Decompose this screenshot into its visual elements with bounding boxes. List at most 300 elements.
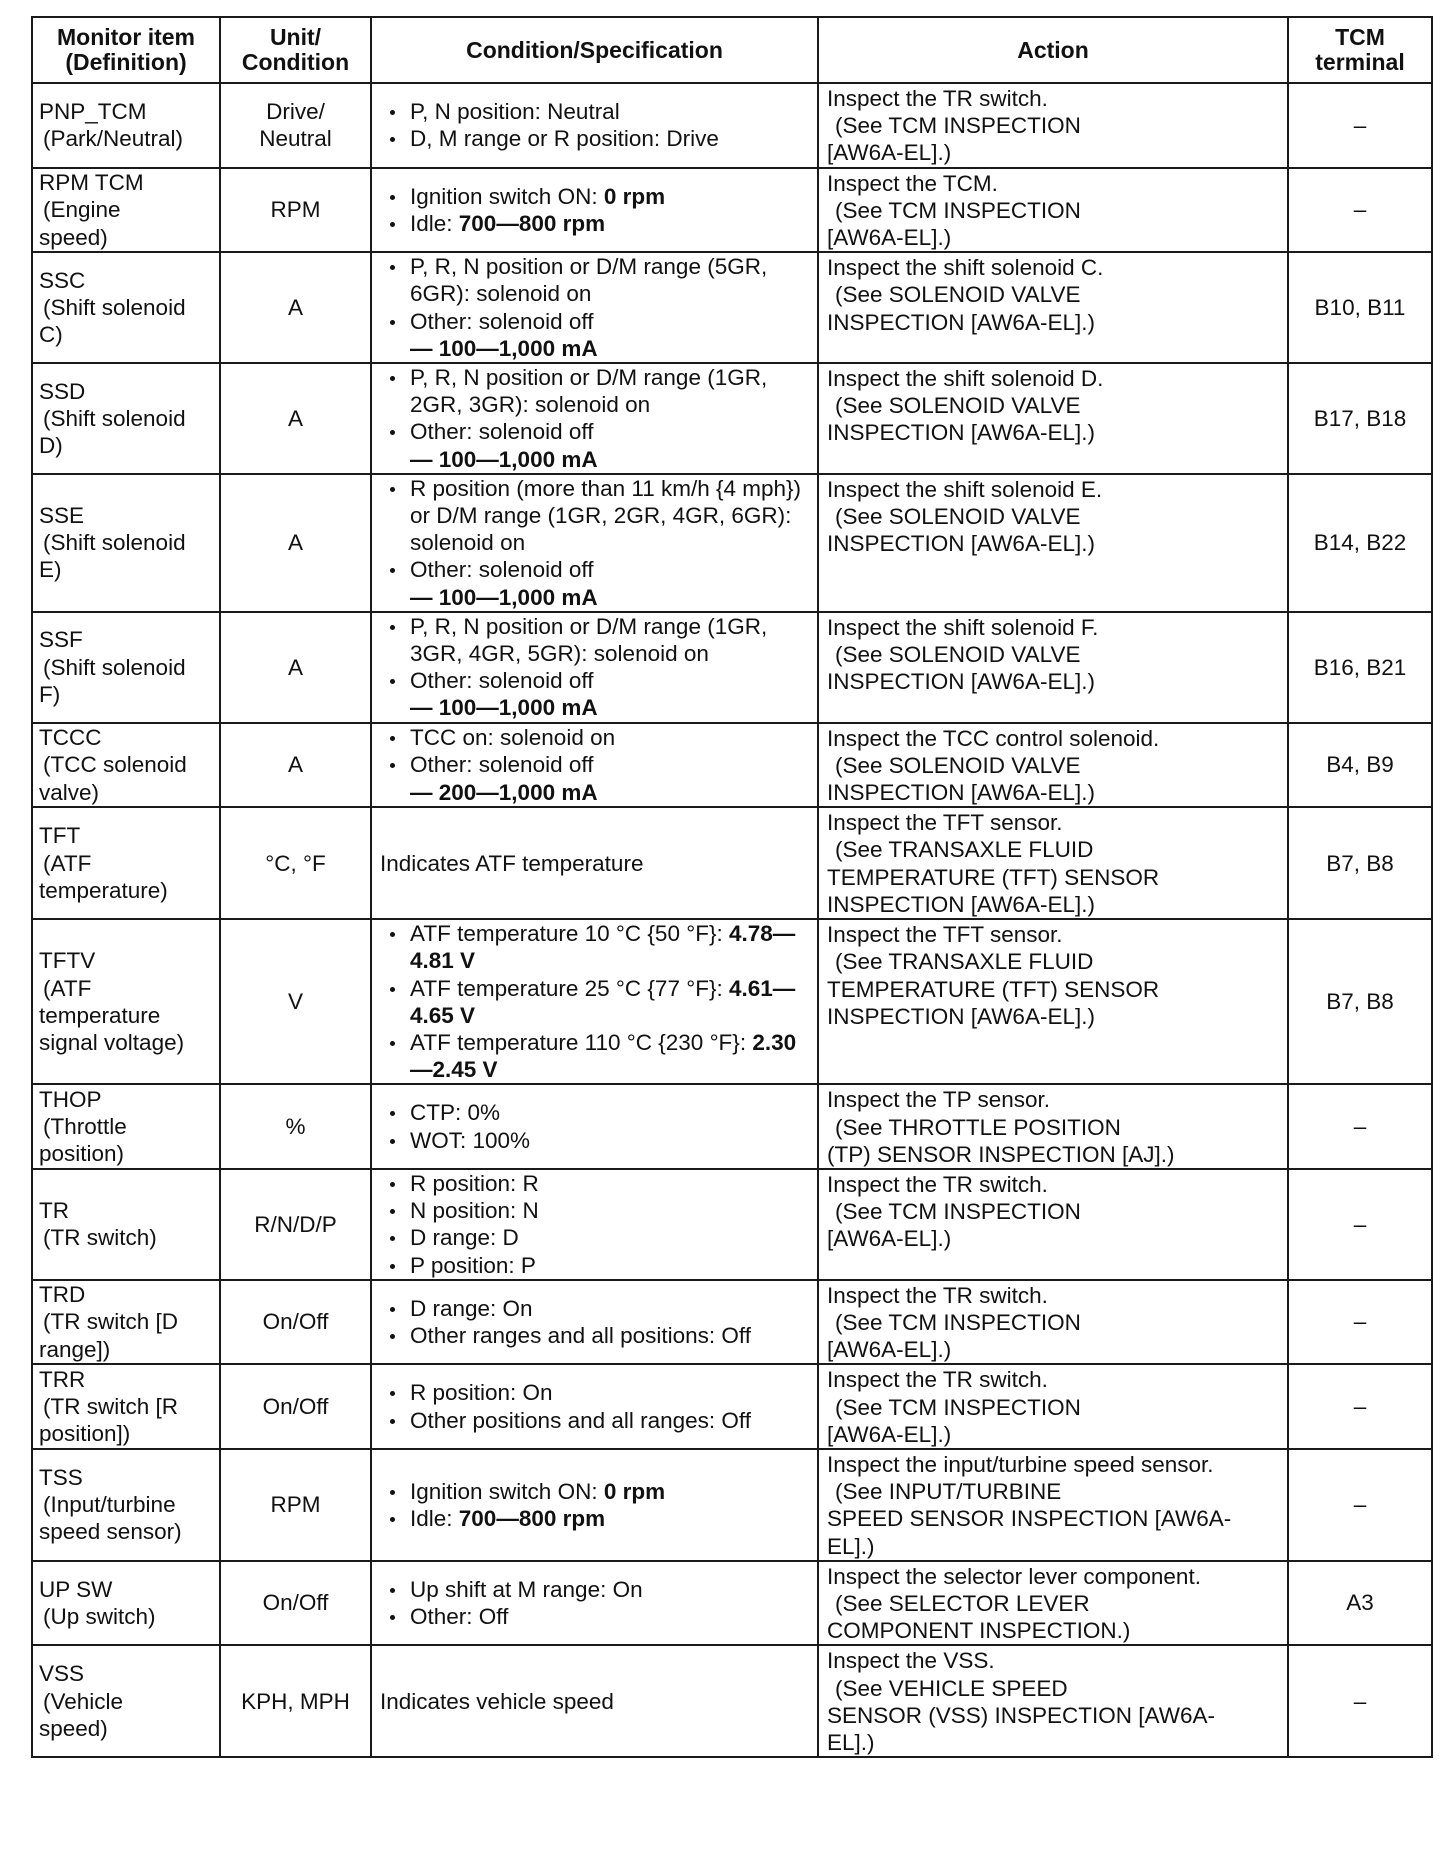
- cell-monitor-item: [32, 363, 220, 474]
- condition-bullet-text: Other positions and all ranges: Off: [410, 1407, 752, 1433]
- monitor-item-definition: (TR switch [D: [43, 1309, 178, 1335]
- condition-list: [380, 98, 811, 152]
- action-line: (See SOLENOID VALVE: [835, 504, 1081, 530]
- monitor-item-definition: speed sensor): [39, 1519, 182, 1545]
- condition-bullet-text: Other: solenoid off: [410, 308, 594, 334]
- monitor-item-definition: (Shift solenoid: [43, 654, 186, 680]
- monitor-item-name: SSC: [39, 267, 86, 293]
- condition-bullet-value: 0 rpm: [603, 183, 666, 209]
- action-line: Inspect the TR switch.: [827, 1171, 1048, 1197]
- condition-bullet-text: R position: On: [410, 1380, 553, 1406]
- action-line: (See SOLENOID VALVE: [835, 282, 1081, 308]
- condition-bullet: [380, 1322, 811, 1349]
- cell-action: [818, 83, 1288, 168]
- cell-condition-specification: [371, 1169, 818, 1280]
- monitor-item-definition: E): [39, 557, 62, 583]
- condition-bullet-text: Ignition switch ON:: [410, 183, 604, 209]
- action-line: INSPECTION [AW6A-EL].): [827, 309, 1095, 335]
- table-row: [32, 1561, 1432, 1646]
- action-line: (See THROTTLE POSITION: [835, 1114, 1121, 1140]
- condition-bullet-text: Other: solenoid off: [410, 419, 594, 445]
- monitor-item-name: UP SW: [39, 1576, 113, 1602]
- table-row: [32, 1169, 1432, 1280]
- cell-unit-condition: [220, 1645, 371, 1757]
- condition-bullet: [380, 1252, 811, 1279]
- condition-bullet-value: 4.61—4.65 V: [410, 975, 796, 1028]
- cell-unit-condition: [220, 919, 371, 1084]
- cell-monitor-item: [32, 1280, 220, 1365]
- condition-bullet-text: Ignition switch ON:: [410, 1478, 604, 1504]
- cell-action: [818, 919, 1288, 1084]
- cell-action: [818, 363, 1288, 474]
- monitor-item-definition: (Throttle: [43, 1114, 127, 1140]
- monitor-item-name: SSD: [39, 378, 86, 404]
- cell-unit-condition: [220, 1169, 371, 1280]
- condition-list: [380, 475, 811, 584]
- condition-list: [380, 1099, 811, 1153]
- cell-condition-specification: [371, 252, 818, 363]
- condition-list: [380, 1379, 811, 1433]
- cell-condition-specification: [371, 474, 818, 612]
- cell-unit-condition: [220, 252, 371, 363]
- condition-bullet-text: D, M range or R position: Drive: [410, 126, 719, 152]
- table-row: [32, 83, 1432, 168]
- action-line: (See SOLENOID VALVE: [835, 752, 1081, 778]
- monitor-item-name: TSS: [39, 1465, 83, 1491]
- action-line: (See TCM INSPECTION: [835, 1309, 1081, 1335]
- action-line: INSPECTION [AW6A-EL].): [827, 1003, 1095, 1029]
- monitor-item-definition: (Shift solenoid: [43, 405, 186, 431]
- action-line: (See SELECTOR LEVER: [835, 1590, 1090, 1616]
- table-row: [32, 1084, 1432, 1169]
- cell-tcm-terminal: –: [1288, 1169, 1432, 1280]
- monitor-item-name: PNP_TCM: [39, 99, 147, 125]
- condition-bullet: [380, 556, 811, 583]
- cell-action: [818, 474, 1288, 612]
- action-line: INSPECTION [AW6A-EL].): [827, 891, 1095, 917]
- monitor-item-table: [31, 16, 1433, 1758]
- cell-monitor-item: [32, 807, 220, 919]
- cell-condition-specification: [371, 1084, 818, 1169]
- condition-list: [380, 183, 811, 237]
- monitor-item-name: TRR: [39, 1366, 86, 1392]
- cell-condition-specification: [371, 1364, 818, 1449]
- cell-condition-specification: [371, 723, 818, 808]
- cell-tcm-terminal: –: [1288, 1645, 1432, 1757]
- cell-condition-specification: [371, 1449, 818, 1561]
- specification-value: — 100—1,000 mA: [410, 584, 598, 610]
- cell-condition-specification: [371, 919, 818, 1084]
- unit-text: RPM: [270, 1492, 321, 1518]
- monitor-item-definition: (Input/turbine: [43, 1492, 176, 1518]
- action-line: (See TCM INSPECTION: [835, 197, 1081, 223]
- condition-bullet: [380, 98, 811, 125]
- action-line: [AW6A-EL].): [827, 225, 952, 251]
- condition-bullet: [380, 364, 811, 418]
- table-row: [32, 252, 1432, 363]
- action-line: Inspect the shift solenoid F.: [827, 614, 1099, 640]
- action-line: Inspect the TFT sensor.: [827, 922, 1063, 948]
- table-row: [32, 168, 1432, 253]
- cell-monitor-item: [32, 1084, 220, 1169]
- condition-bullet: [380, 920, 811, 974]
- condition-bullet-text: Idle:: [410, 1505, 459, 1531]
- table-row: [32, 919, 1432, 1084]
- table-row: [32, 1364, 1432, 1449]
- condition-list: [380, 1576, 811, 1630]
- action-line: Inspect the selector lever component.: [827, 1563, 1201, 1589]
- action-line: Inspect the TFT sensor.: [827, 810, 1063, 836]
- table-row: [32, 723, 1432, 808]
- monitor-item-document: [31, 16, 1431, 1758]
- table-row: [32, 363, 1432, 474]
- condition-bullet-text: ATF temperature 110 °C {230 °F}:: [410, 1029, 753, 1055]
- unit-text: %: [285, 1114, 306, 1140]
- cell-unit-condition: [220, 807, 371, 919]
- condition-list: [380, 613, 811, 695]
- table-row: [32, 474, 1432, 612]
- cell-unit-condition: [220, 1280, 371, 1365]
- monitor-item-name: VSS: [39, 1661, 85, 1687]
- condition-bullet: [380, 724, 811, 751]
- action-line: (See INPUT/TURBINE: [835, 1479, 1062, 1505]
- action-line: Inspect the TR switch.: [827, 86, 1048, 111]
- action-line: Inspect the input/turbine speed sensor.: [827, 1451, 1214, 1477]
- condition-bullet-text: P, R, N position or D/M range (1GR, 2GR, 3GR): solenoid on: [410, 365, 768, 418]
- condition-bullet-text: TCC on: solenoid on: [410, 725, 616, 751]
- unit-text: Neutral: [259, 126, 332, 152]
- action-line: SENSOR (VSS) INSPECTION [AW6A-: [827, 1702, 1215, 1728]
- header-row: [32, 17, 1432, 83]
- monitor-item-definition: (Shift solenoid: [43, 295, 186, 321]
- header-monitor-item: Monitor item (Definition): [32, 17, 220, 83]
- cell-monitor-item: [32, 474, 220, 612]
- condition-bullet: [380, 1407, 811, 1434]
- cell-action: [818, 168, 1288, 253]
- condition-bullet: [380, 253, 811, 307]
- condition-text: Indicates ATF temperature: [380, 850, 644, 876]
- cell-unit-condition: [220, 83, 371, 168]
- monitor-item-definition: (ATF: [43, 850, 92, 876]
- action-line: [AW6A-EL].): [827, 1337, 952, 1363]
- condition-list: [380, 364, 811, 446]
- cell-tcm-terminal: –: [1288, 83, 1432, 168]
- condition-bullet-text: R position: R: [410, 1170, 539, 1196]
- cell-action: [818, 1364, 1288, 1449]
- action-line: EL].): [827, 1533, 875, 1559]
- action-line: INSPECTION [AW6A-EL].): [827, 780, 1095, 806]
- condition-list: [380, 724, 811, 778]
- cell-monitor-item: [32, 1169, 220, 1280]
- condition-bullet: [380, 1505, 811, 1532]
- condition-bullet-value: 0 rpm: [603, 1478, 666, 1504]
- action-line: [AW6A-EL].): [827, 1226, 952, 1252]
- cell-tcm-terminal: B7, B8: [1288, 919, 1432, 1084]
- monitor-item-name: RPM TCM: [39, 170, 144, 196]
- monitor-item-definition: speed): [39, 224, 108, 250]
- action-line: (See TRANSAXLE FLUID: [835, 949, 1094, 975]
- monitor-item-definition: position]): [39, 1421, 131, 1447]
- cell-tcm-terminal: B4, B9: [1288, 723, 1432, 808]
- condition-bullet-text: Other: solenoid off: [410, 557, 594, 583]
- action-line: Inspect the TR switch.: [827, 1367, 1048, 1393]
- condition-bullet-text: Other: solenoid off: [410, 668, 594, 694]
- cell-unit-condition: [220, 612, 371, 723]
- action-line: INSPECTION [AW6A-EL].): [827, 669, 1095, 695]
- condition-bullet-value: 4.78—4.81 V: [410, 921, 796, 974]
- condition-bullet-value: 700—800 rpm: [458, 210, 606, 236]
- condition-bullet-text: Other: solenoid off: [410, 752, 594, 778]
- condition-bullet: [380, 308, 811, 335]
- monitor-item-definition: temperature): [39, 877, 168, 903]
- cell-tcm-terminal: –: [1288, 1364, 1432, 1449]
- condition-bullet-text: Up shift at M range: On: [410, 1576, 643, 1602]
- condition-list: [380, 1170, 811, 1279]
- cell-tcm-terminal: B7, B8: [1288, 807, 1432, 919]
- cell-condition-specification: [371, 168, 818, 253]
- action-line: Inspect the shift solenoid C.: [827, 255, 1104, 281]
- monitor-item-definition: (TR switch): [43, 1225, 157, 1251]
- condition-bullet: [380, 1295, 811, 1322]
- cell-unit-condition: [220, 723, 371, 808]
- condition-bullet-text: P, R, N position or D/M range (5GR, 6GR): solenoid on: [410, 254, 768, 307]
- monitor-item-name: TFT: [39, 823, 81, 849]
- cell-monitor-item: [32, 612, 220, 723]
- cell-action: [818, 1280, 1288, 1365]
- condition-bullet: [380, 125, 811, 152]
- monitor-item-name: TRD: [39, 1282, 86, 1308]
- condition-bullet: [380, 1170, 811, 1197]
- specification-value: — 100—1,000 mA: [410, 446, 598, 472]
- unit-text: A: [287, 295, 303, 321]
- cell-action: [818, 252, 1288, 363]
- cell-action: [818, 807, 1288, 919]
- cell-condition-specification: [371, 1280, 818, 1365]
- condition-bullet: [380, 1224, 811, 1251]
- cell-monitor-item: [32, 1561, 220, 1646]
- action-line: [AW6A-EL].): [827, 140, 952, 166]
- specification-value: — 100—1,000 mA: [410, 335, 598, 361]
- cell-unit-condition: [220, 168, 371, 253]
- specification-value: — 100—1,000 mA: [410, 695, 598, 721]
- cell-action: [818, 1645, 1288, 1757]
- cell-tcm-terminal: B10, B11: [1288, 252, 1432, 363]
- condition-list: [380, 1295, 811, 1349]
- condition-bullet: [380, 1099, 811, 1126]
- condition-bullet-text: D range: D: [410, 1225, 519, 1251]
- cell-tcm-terminal: B14, B22: [1288, 474, 1432, 612]
- condition-bullet-text: N position: N: [410, 1198, 539, 1224]
- unit-text: On/Off: [262, 1309, 329, 1335]
- unit-text: V: [287, 989, 303, 1015]
- action-line: (See TRANSAXLE FLUID: [835, 837, 1094, 863]
- action-line: EL].): [827, 1729, 875, 1755]
- monitor-item-definition: (Vehicle: [43, 1688, 124, 1714]
- cell-condition-specification: [371, 807, 818, 919]
- unit-text: A: [287, 654, 303, 680]
- condition-bullet: [380, 1379, 811, 1406]
- action-line: (See TCM INSPECTION: [835, 1199, 1081, 1225]
- condition-list: [380, 253, 811, 335]
- action-line: Inspect the TP sensor.: [827, 1087, 1051, 1113]
- monitor-item-definition: range]): [39, 1336, 111, 1362]
- condition-bullet-text: P position: P: [410, 1252, 536, 1278]
- cell-unit-condition: [220, 1364, 371, 1449]
- condition-bullet-text: Idle:: [410, 210, 459, 236]
- condition-bullet-text: P, R, N position or D/M range (1GR, 3GR, 4GR, 5GR): solenoid on: [410, 613, 768, 667]
- action-line: COMPONENT INSPECTION.): [827, 1618, 1131, 1644]
- action-line: Inspect the TCM.: [827, 170, 998, 196]
- table-row: [32, 1645, 1432, 1757]
- condition-bullet: [380, 1197, 811, 1224]
- condition-bullet: [380, 613, 811, 667]
- action-line: (See VEHICLE SPEED: [835, 1675, 1068, 1701]
- cell-monitor-item: [32, 83, 220, 168]
- action-line: TEMPERATURE (TFT) SENSOR: [827, 976, 1160, 1002]
- monitor-item-name: TFTV: [39, 948, 96, 974]
- action-line: [AW6A-EL].): [827, 1421, 952, 1447]
- condition-bullet: [380, 1029, 811, 1083]
- monitor-item-name: TR: [39, 1198, 69, 1224]
- condition-bullet: [380, 667, 811, 694]
- cell-action: [818, 1169, 1288, 1280]
- monitor-item-definition: signal voltage): [39, 1029, 185, 1055]
- cell-unit-condition: [220, 1449, 371, 1561]
- condition-bullet-text: P, N position: Neutral: [410, 99, 620, 125]
- condition-bullet: [380, 183, 811, 210]
- condition-bullet-text: D range: On: [410, 1295, 533, 1321]
- action-line: Inspect the VSS.: [827, 1648, 995, 1674]
- condition-bullet-text: ATF temperature 25 °C {77 °F}:: [410, 975, 729, 1001]
- condition-bullet-text: WOT: 100%: [410, 1127, 531, 1153]
- action-line: SPEED SENSOR INSPECTION [AW6A-: [827, 1506, 1232, 1532]
- cell-action: [818, 1561, 1288, 1646]
- monitor-item-definition: C): [39, 322, 63, 348]
- condition-bullet-value: 700—800 rpm: [458, 1505, 606, 1531]
- condition-bullet-text: R position (more than 11 km/h {4 mph}) or D/M range (1GR, 2GR, 4GR, 6GR): solenoid on: [410, 475, 802, 556]
- header-action: Action: [818, 17, 1288, 83]
- cell-monitor-item: [32, 723, 220, 808]
- cell-tcm-terminal: A3: [1288, 1561, 1432, 1646]
- monitor-item-definition: speed): [39, 1715, 108, 1741]
- cell-unit-condition: [220, 363, 371, 474]
- table-row: [32, 1449, 1432, 1561]
- action-line: (See SOLENOID VALVE: [835, 393, 1081, 419]
- action-line: TEMPERATURE (TFT) SENSOR: [827, 864, 1160, 890]
- cell-condition-specification: [371, 83, 818, 168]
- cell-tcm-terminal: B17, B18: [1288, 363, 1432, 474]
- table-row: [32, 612, 1432, 723]
- cell-action: [818, 1449, 1288, 1561]
- table-body: [32, 83, 1432, 1757]
- action-line: INSPECTION [AW6A-EL].): [827, 531, 1095, 557]
- cell-monitor-item: [32, 1645, 220, 1757]
- action-line: Inspect the TR switch.: [827, 1282, 1048, 1308]
- monitor-item-definition: temperature: [39, 1002, 161, 1028]
- condition-bullet: [380, 1127, 811, 1154]
- monitor-item-definition: F): [39, 681, 61, 707]
- action-line: Inspect the shift solenoid D.: [827, 366, 1104, 392]
- cell-condition-specification: [371, 612, 818, 723]
- monitor-item-name: SSE: [39, 503, 85, 529]
- condition-bullet: [380, 418, 811, 445]
- action-line: Inspect the TCC control solenoid.: [827, 725, 1160, 751]
- cell-unit-condition: [220, 474, 371, 612]
- unit-text: A: [287, 752, 303, 778]
- monitor-item-definition: valve): [39, 779, 100, 805]
- unit-text: KPH, MPH: [241, 1688, 350, 1714]
- unit-text: R/N/D/P: [254, 1211, 337, 1237]
- cell-monitor-item: [32, 252, 220, 363]
- cell-action: [818, 1084, 1288, 1169]
- condition-bullet-text: ATF temperature 10 °C {50 °F}:: [410, 921, 729, 947]
- cell-action: [818, 612, 1288, 723]
- cell-action: [818, 723, 1288, 808]
- unit-text: °C, °F: [265, 850, 326, 876]
- unit-text: A: [287, 530, 303, 556]
- monitor-item-name: THOP: [39, 1086, 102, 1112]
- cell-monitor-item: [32, 1364, 220, 1449]
- cell-monitor-item: [32, 1449, 220, 1561]
- cell-condition-specification: [371, 1645, 818, 1757]
- condition-bullet-text: Other: Off: [410, 1604, 509, 1630]
- monitor-item-definition: (TR switch [R: [43, 1394, 178, 1420]
- cell-tcm-terminal: –: [1288, 1280, 1432, 1365]
- monitor-item-definition: (Engine: [43, 197, 121, 223]
- monitor-item-name: TCCC: [39, 725, 102, 751]
- cell-unit-condition: [220, 1561, 371, 1646]
- condition-bullet: [380, 1603, 811, 1630]
- action-line: (See TCM INSPECTION: [835, 1394, 1081, 1420]
- cell-condition-specification: [371, 1561, 818, 1646]
- cell-tcm-terminal: –: [1288, 1084, 1432, 1169]
- cell-tcm-terminal: –: [1288, 1449, 1432, 1561]
- action-line: Inspect the shift solenoid E.: [827, 476, 1103, 502]
- unit-text: On/Off: [262, 1590, 329, 1616]
- header-condition-specification: Condition/Specification: [371, 17, 818, 83]
- condition-bullet: [380, 751, 811, 778]
- unit-text: On/Off: [262, 1394, 329, 1420]
- monitor-item-name: SSF: [39, 627, 83, 653]
- monitor-item-definition: (Park/Neutral): [43, 126, 184, 152]
- table-row: [32, 1280, 1432, 1365]
- monitor-item-definition: (Up switch): [43, 1604, 156, 1630]
- monitor-item-definition: (TCC solenoid: [43, 752, 187, 778]
- condition-list: [380, 1478, 811, 1532]
- unit-text: Drive/: [266, 99, 325, 125]
- unit-text: RPM: [270, 197, 321, 223]
- cell-unit-condition: [220, 1084, 371, 1169]
- action-line: INSPECTION [AW6A-EL].): [827, 420, 1095, 446]
- monitor-item-definition: (ATF: [43, 975, 92, 1001]
- monitor-item-definition: position): [39, 1141, 125, 1167]
- header-tcm-terminal: TCM terminal: [1288, 17, 1432, 83]
- cell-tcm-terminal: B16, B21: [1288, 612, 1432, 723]
- cell-condition-specification: [371, 363, 818, 474]
- unit-text: A: [287, 405, 303, 431]
- action-line: (See SOLENOID VALVE: [835, 642, 1081, 668]
- specification-value: — 200—1,000 mA: [410, 779, 598, 805]
- condition-bullet-text: Other ranges and all positions: Off: [410, 1323, 752, 1349]
- condition-bullet: [380, 1478, 811, 1505]
- condition-bullet: [380, 1576, 811, 1603]
- monitor-item-definition: D): [39, 433, 63, 459]
- table-row: [32, 807, 1432, 919]
- action-line: (See TCM INSPECTION: [835, 113, 1081, 139]
- condition-text: Indicates vehicle speed: [380, 1688, 614, 1714]
- condition-bullet: [380, 475, 811, 557]
- cell-monitor-item: [32, 919, 220, 1084]
